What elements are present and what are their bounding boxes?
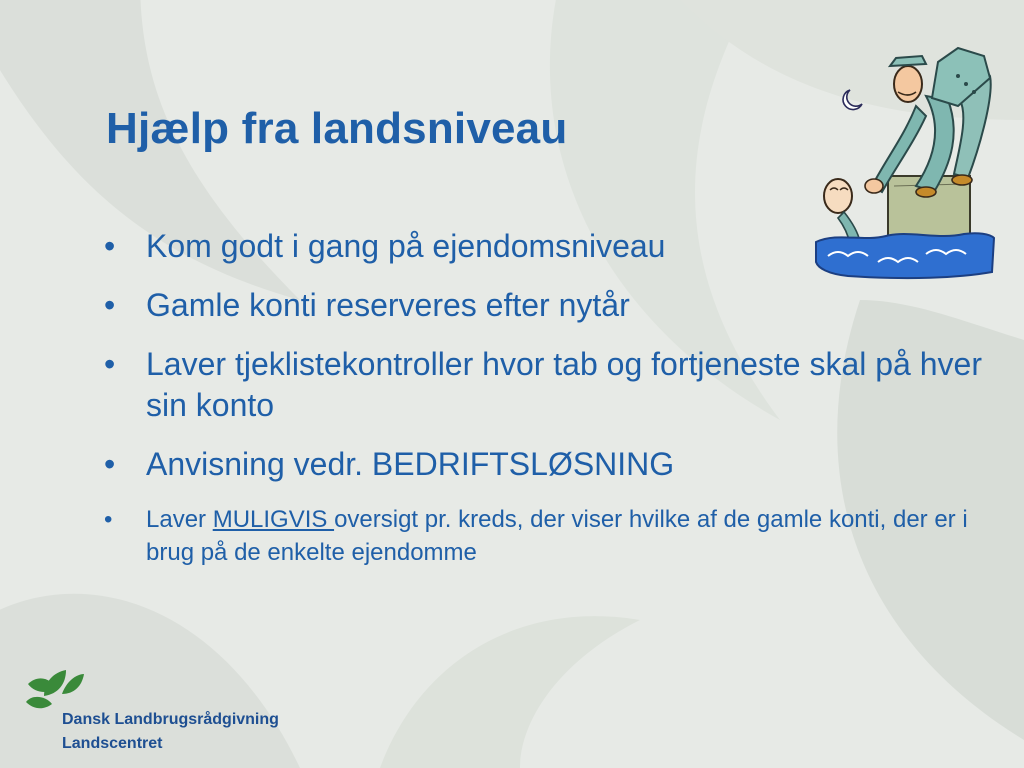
bullet-marker: • <box>104 287 116 323</box>
bullet-text: Laver tjeklistekontroller hvor tab og fortjeneste skal på hver sin konto <box>146 346 982 423</box>
brand-part-1: Dansk Landbrugs <box>62 711 198 728</box>
note-underlined-text: MULIGVIS <box>212 506 335 533</box>
brand-part-2: rådgivning <box>197 711 279 728</box>
bullet-text: Gamle konti reserveres efter nytår <box>146 287 630 323</box>
organization-name <box>62 708 279 756</box>
bullet-marker: • <box>104 506 113 533</box>
rescue-clipart-icon <box>808 36 998 286</box>
moon-icon <box>843 90 862 110</box>
bullet-text: Anvisning vedr. BEDRIFTSLØSNING <box>146 446 675 482</box>
note-text-before: Laver <box>146 506 213 533</box>
brand-line-2: Landscentret <box>62 735 163 752</box>
bullet-marker: • <box>104 446 116 482</box>
bullet-item <box>104 285 984 326</box>
bullet-marker: • <box>104 346 116 382</box>
bullet-item <box>104 344 984 426</box>
bullet-text: Kom godt i gang på ejendomsniveau <box>146 228 666 264</box>
bullet-item <box>104 444 984 485</box>
note-bullet-item <box>104 503 984 569</box>
bullet-marker: • <box>104 228 116 264</box>
note-text-after: oversigt pr. kreds, der viser hvilke af de gamle konti, der er i brug på de enkelte ejendomme <box>146 506 968 566</box>
slide-title: Hjælp fra landsniveau <box>106 104 568 153</box>
